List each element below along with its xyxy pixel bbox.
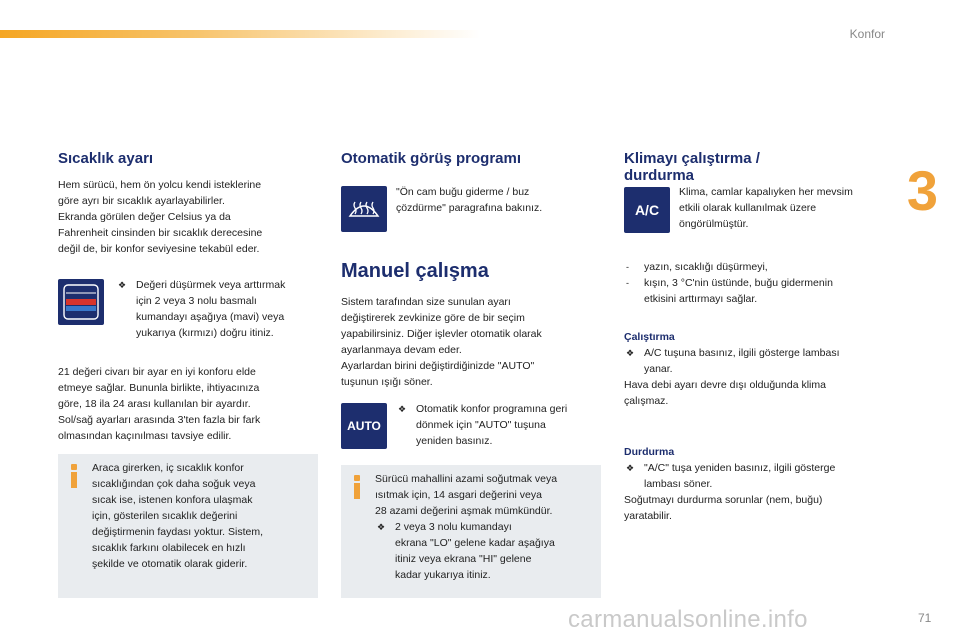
ac-desc [679,184,889,232]
text-line: Araca girerken, iç sıcaklık konfor [92,462,244,474]
text-line: etkisini arttırmayı sağlar. [644,293,758,305]
text-line: dönmek için "AUTO" tuşuna [416,419,546,431]
ac-stop-section: Durdurma ❖ "A/C" tuşa yeniden basınız, ilgili gösterge lambası söner. Soğutmayı durdurma sorunlar (nem, buğu) yaratabilir. [624,444,888,524]
text-line: Hava debi ayarı devre dışı olduğunda klima [624,379,826,391]
text-line: Otomatik konfor programına geri [416,403,568,415]
text-line: Fahrenheit cinsinden bir sıcaklık derecesine [58,227,263,239]
text-line: göre ayrı bir sıcaklık ayarlayabilirler. [58,195,225,207]
text-line: Ayarlardan birini değiştirdiğinizde "AUTO" [341,360,535,372]
text-line: yapabilirsiniz. Diğer işlevler otomatik olarak [341,328,542,340]
auto-button-icon [341,403,387,449]
ac-title-line: durdurma [624,167,695,184]
text-line: A/C tuşuna basınız, ilgili gösterge lambası [644,347,840,359]
list-item: yazın, sıcaklığı düşürmeyi, [644,261,768,273]
text-line: çalışmaz. [624,395,669,407]
text-line: için, gösterilen sıcaklık değerini [92,510,238,522]
temperature-intro [58,177,323,257]
page-number: 71 [918,611,932,625]
text-line: sıcaklığından çok daha soğuk veya [92,478,256,490]
top-accent-bar [0,30,480,38]
text-line: etkili olarak kullanılmak üzere [679,202,817,214]
defrost-icon [341,186,387,232]
temperature-control-icon [58,279,104,325]
info-box-limits: Sürücü mahallini azami soğutmak veya ısıtmak için, 14 asgari değerini veya 28 azami değerini aşmak mümkündür. ❖ 2 veya 3 nolu kumandayı ekrana "LO" gelene kadar aşağıya itiniz veya ekrana "HI" gelene kadar yukarıya itiniz. [341,465,601,598]
chapter-number: 3 [906,159,938,222]
text-line: değil de, bir konfor seviyesine tekabül eder. [58,243,260,255]
text-line: ısıtmak için, 14 asgari değerini veya [375,489,542,501]
text-line: kumandayı aşağıya (mavi) veya [136,311,285,323]
text-line: Hem sürücü, hem ön yolcu kendi isteklerine [58,179,262,191]
text-line: 2 veya 3 nolu kumandayı [395,521,512,533]
temperature-body [58,364,323,444]
info-icon [353,475,361,499]
text-line: 28 azami değerini aşmak mümkündür. [375,505,553,517]
text-line: öngörülmüştür. [679,218,749,230]
section-label: Konfor [849,27,885,41]
watermark: carmanualsonline.info [568,606,808,633]
auto-label: AUTO [347,419,381,433]
stop-subheading: Durdurma [624,446,675,458]
auto-visibility-desc [396,184,596,216]
manual-title: Manuel çalışma [341,260,489,282]
text-line: yeniden basınız. [416,435,493,447]
ac-title-line: Klimayı çalıştırma / [624,150,760,167]
text-line: Klima, camlar kapalıyken her mevsim [679,186,853,198]
text-line: çözdürme" paragrafına bakınız. [396,202,543,214]
text-line: itiniz veya ekrana "HI" gelene [395,553,532,565]
text-line: sıcak ise, istenen konfora ulaşmak [92,494,253,506]
ac-title [624,150,864,184]
text-line: değiştirmenin faydası yoktur. Sistem, [92,526,263,538]
list-item: kışın, 3 °C'nin üstünde, buğu gidermenin [644,277,833,289]
text-line: değiştirerek zevkinize göre de bir seçim [341,312,525,324]
ac-button-icon [624,187,670,233]
ac-label: A/C [634,202,660,218]
text-line: yukarıya (kırmızı) doğru itiniz. [136,327,274,339]
text-line: Soğutmayı durdurma sorunlar (nem, buğu) [624,494,823,506]
text-line: Değeri düşürmek veya arttırmak [136,279,286,291]
text-line: göre, 18 ila 24 arası kullanılan bir ayardır. [58,398,251,410]
text-line: Sistem tarafından size sunulan ayarı [341,296,511,308]
text-line: 21 değeri civarı bir ayar en iyi konforu elde [58,366,256,378]
auto-visibility-title: Otomatik görüş programı [341,150,522,167]
temperature-bullet: ❖ Değeri düşürmek veya arttırmak için 2 veya 3 nolu basmalı kumandayı aşağıya (mavi) veya yukarıya (kırmızı) doğru itiniz. [116,277,321,341]
text-line: lambası söner. [644,478,713,490]
text-line: sıcaklık farkını olabilecek en hızlı [92,542,246,554]
text-line: yanar. [644,363,673,375]
text-line: ayarlanmaya devam eder. [341,344,462,356]
text-line: Sürücü mahallini azami soğutmak veya [375,473,558,485]
text-line: "A/C" tuşa yeniden basınız, ilgili gösterge [644,462,836,474]
info-box-temperature [58,454,318,598]
auto-bullet: ❖ Otomatik konfor programına geri dönmek için "AUTO" tuşuna yeniden basınız. [396,401,601,449]
temperature-title: Sıcaklık ayarı [58,150,154,167]
text-line: yaratabilir. [624,510,672,522]
text-line: şekilde ve otomatik olarak giderir. [92,558,248,570]
start-subheading: Çalıştırma [624,331,675,343]
manual-body [341,294,601,390]
text-line: olmasından kaçınılması tavsiye edilir. [58,430,232,442]
text-line: Sol/sağ ayarları arasında 3'ten fazla bir fark [58,414,261,426]
text-line: etmeye sağlar. Bununla birlikte, ihtiyacınıza [58,382,260,394]
info-icon [70,464,78,488]
text-line: için 2 veya 3 nolu basmalı [136,295,257,307]
text-line: tuşunun ışığı söner. [341,376,433,388]
text-line: kadar yukarıya itiniz. [395,569,491,581]
text-line: ekrana "LO" gelene kadar aşağıya [395,537,555,549]
col-temperature [58,150,323,257]
ac-start-section: Çalıştırma ❖ A/C tuşuna basınız, ilgili gösterge lambası yanar. Hava debi ayarı devre dışı olduğunda klima çalışmaz. [624,329,888,409]
text-line: Ekranda görülen değer Celsius ya da [58,211,231,223]
text-line: "Ön cam buğu giderme / buz [396,186,530,198]
ac-list: - yazın, sıcaklığı düşürmeyi, - kışın, 3 °C'nin üstünde, buğu gidermenin etkisini arttırmayı sağlar. [624,259,888,307]
